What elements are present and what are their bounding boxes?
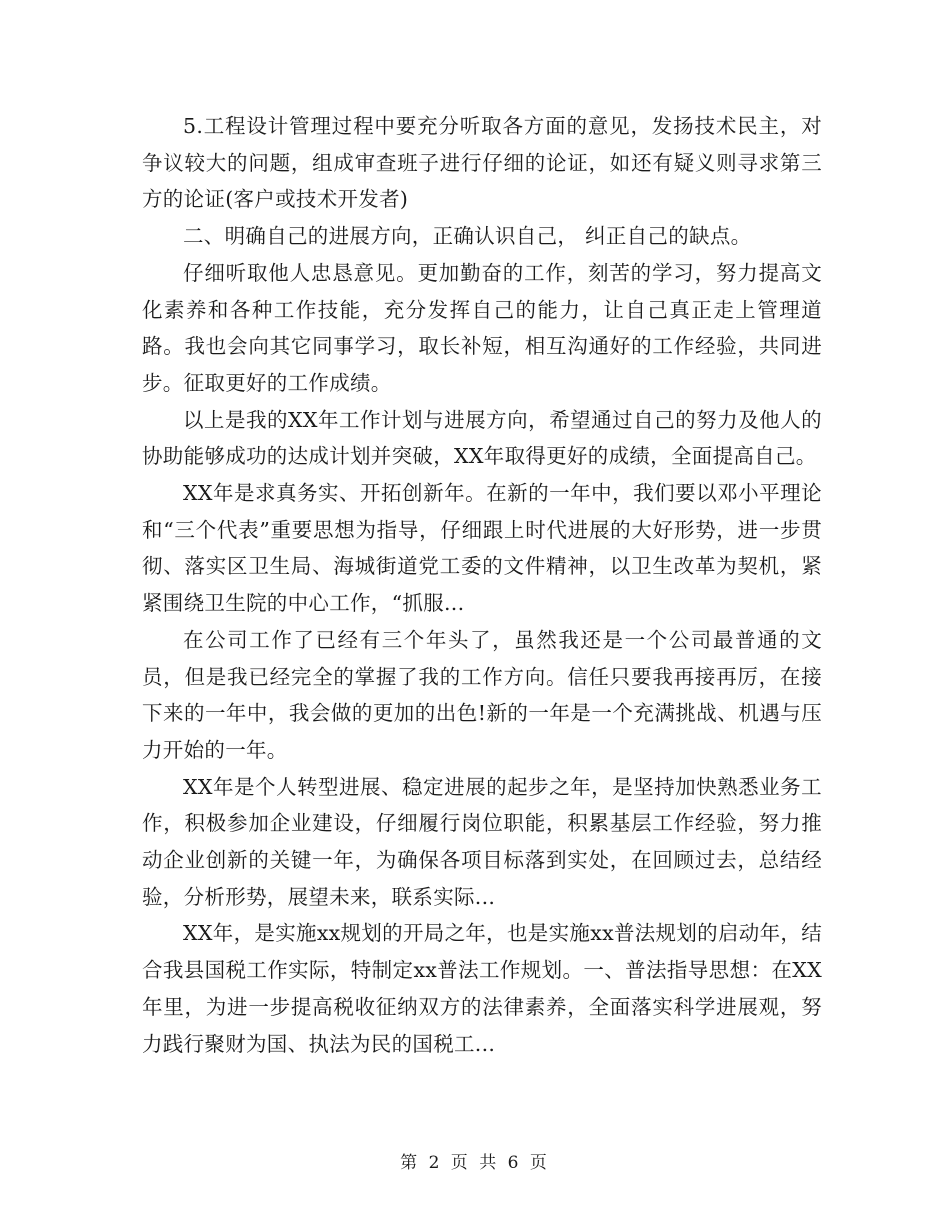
paragraph-6: 在公司工作了已经有三个年头了，虽然我还是一个公司最普通的文员，但是我已经完全的掌握了我的工作方向。信任只要我再接再厉，在接下来的一年中，我会做的更加的出色!新的一年是一个充满挑战、机遇与压力开始的一年。 (142, 627, 822, 762)
document-body (142, 108, 822, 1062)
paragraph-2: 二、明确自己的进展方向，正确认识自己， 纠正自己的缺点。 (183, 224, 752, 249)
paragraph-4: 以上是我的XX年工作计划与进展方向，希望通过自己的努力及他人的协助能够成功的达成计划并突破，XX年取得更好的成绩，全面提高自己。 (142, 407, 822, 469)
paragraph-7: XX年是个人转型进展、稳定进展的起步之年，是坚持加快熟悉业务工作，积极参加企业建设，仔细履行岗位职能，积累基层工作经验，努力推动企业创新的关键一年，为确保各项目标落到实处，在回顾过去，总结经验，分析形势，展望未来，联系实际... (142, 774, 822, 909)
page-footer: 第 2 页 共 6 页 (400, 1153, 550, 1173)
paragraph-8: XX年，是实施xx规划的开局之年，也是实施xx普法规划的启动年，结合我县国税工作实际，特制定xx普法工作规划。一、普法指导思想：在XX年里，为进一步提高税收征纳双方的法律素养，全面落实科学进展观，努力践行聚财为国、执法为民的国税工... (142, 921, 822, 1056)
paragraph-5: XX年是求真务实、开拓创新年。在新的一年中，我们要以邓小平理论和“三个代表”重要思想为指导，仔细跟上时代进展的大好形势，进一步贯彻、落实区卫生局、海城街道党工委的文件精神，以卫生改革为契机，紧紧围绕卫生院的中心工作，“抓服... (142, 481, 822, 616)
paragraph-3: 仔细听取他人忠恳意见。更加勤奋的工作，刻苦的学习，努力提高文化素养和各种工作技能，充分发挥自己的能力，让自己真正走上管理道路。我也会向其它同事学习，取长补短，相互沟通好的工作经验，共同进步。征取更好的工作成绩。 (142, 260, 822, 395)
paragraph-1: 5.工程设计管理过程中要充分听取各方面的意见，发扬技术民主，对争议较大的问题，组成审查班子进行仔细的论证，如还有疑义则寻求第三方的论证(客户或技术开发者) (142, 114, 822, 212)
